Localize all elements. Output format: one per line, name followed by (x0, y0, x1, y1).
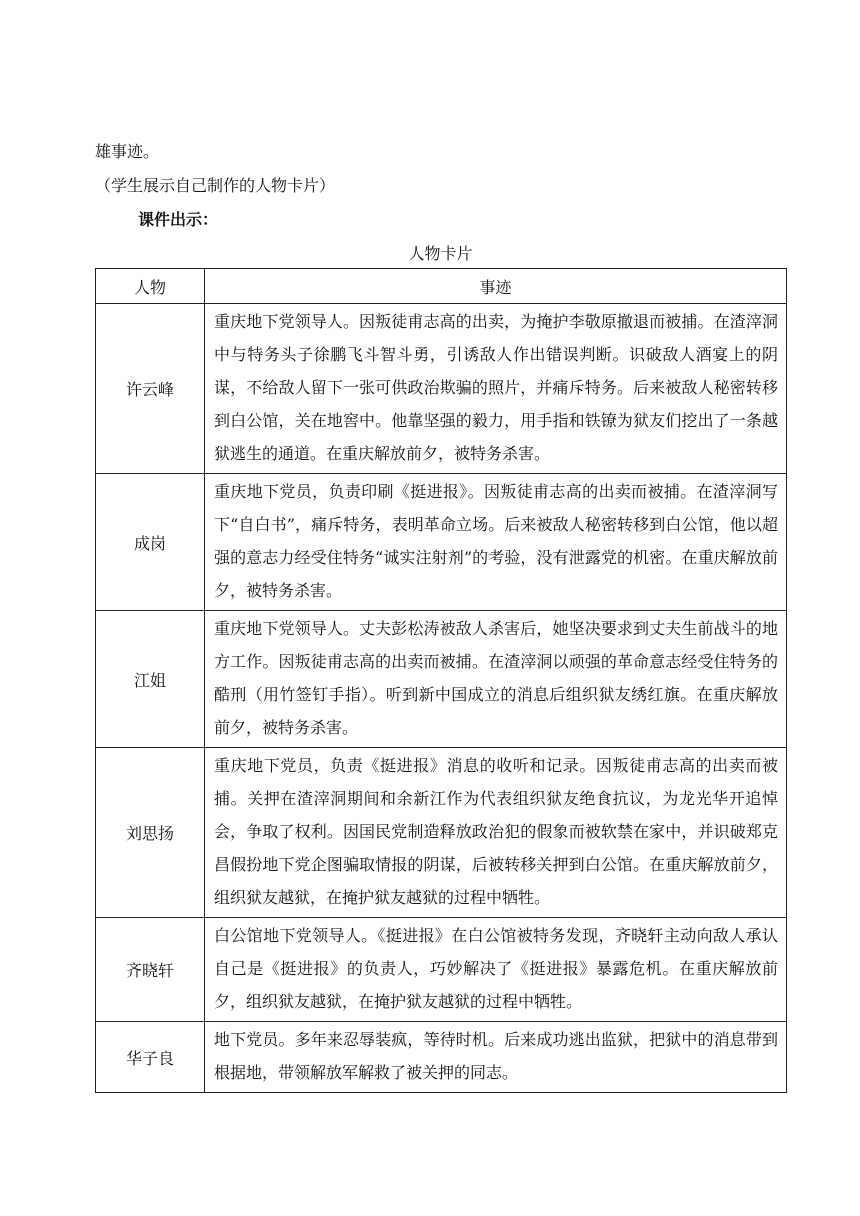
table-row (96, 918, 787, 1022)
intro-text-line-2: （学生展示自己制作的人物卡片） (95, 176, 336, 195)
table-row (96, 1022, 787, 1093)
table-row (96, 611, 787, 748)
person-name: 华子良 (96, 1022, 205, 1093)
person-name: 齐晓轩 (96, 918, 205, 1022)
person-name: 许云峰 (96, 304, 205, 474)
header-person: 人物 (96, 269, 205, 304)
courseware-heading: 课件出示： (138, 210, 219, 229)
person-deeds: 地下党员。多年来忍辱装疯，等待时机。后来成功逃出监狱，把狱中的消息带到根据地，带领解放军解救了被关押的同志。 (205, 1022, 787, 1093)
header-deeds: 事迹 (205, 269, 787, 304)
table-header-row (96, 269, 787, 304)
table-row (96, 474, 787, 611)
table-row (96, 304, 787, 474)
person-deeds: 白公馆地下党领导人。《挺进报》在白公馆被特务发现，齐晓轩主动向敌人承认自己是《挺进报》的负责人，巧妙解决了《挺进报》暴露危机。在重庆解放前夕，组织狱友越狱，在掩护狱友越狱的过程中牺牲。 (205, 918, 787, 1022)
person-name: 成岗 (96, 474, 205, 611)
intro-text-line-1: 雄事迹。 (95, 142, 160, 161)
table-row (96, 748, 787, 918)
character-card-table (95, 268, 787, 1093)
person-name: 江姐 (96, 611, 205, 748)
table-title: 人物卡片 (408, 244, 473, 263)
person-deeds: 重庆地下党员，负责印刷《挺进报》。因叛徒甫志高的出卖而被捕。在渣滓洞写下“自白书”，痛斥特务，表明革命立场。后来被敌人秘密转移到白公馆，他以超强的意志力经受住特务“诚实注射剂”的考验，没有泄露党的机密。在重庆解放前夕，被特务杀害。 (205, 474, 787, 611)
person-deeds: 重庆地下党领导人。丈夫彭松涛被敌人杀害后，她坚决要求到丈夫生前战斗的地方工作。因叛徒甫志高的出卖而被捕。在渣滓洞以顽强的革命意志经受住特务的酷刑（用竹签钉手指）。听到新中国成立的消息后组织狱友绣红旗。在重庆解放前夕，被特务杀害。 (205, 611, 787, 748)
person-deeds: 重庆地下党员，负责《挺进报》消息的收听和记录。因叛徒甫志高的出卖而被捕。关押在渣滓洞期间和余新江作为代表组织狱友绝食抗议，为龙光华开追悼会，争取了权利。因国民党制造释放政治犯的假象而被软禁在家中，并识破郑克昌假扮地下党企图骗取情报的阴谋，后被转移关押到白公馆。在重庆解放前夕，组织狱友越狱，在掩护狱友越狱的过程中牺牲。 (205, 748, 787, 918)
person-name: 刘思扬 (96, 748, 205, 918)
person-deeds: 重庆地下党领导人。因叛徒甫志高的出卖，为掩护李敬原撤退而被捕。在渣滓洞中与特务头子徐鹏飞斗智斗勇，引诱敌人作出错误判断。识破敌人酒宴上的阴谋，不给敌人留下一张可供政治欺骗的照片，并痛斥特务。后来被敌人秘密转移到白公馆，关在地窖中。他靠坚强的毅力，用手指和铁镣为狱友们挖出了一条越狱逃生的通道。在重庆解放前夕，被特务杀害。 (205, 304, 787, 474)
